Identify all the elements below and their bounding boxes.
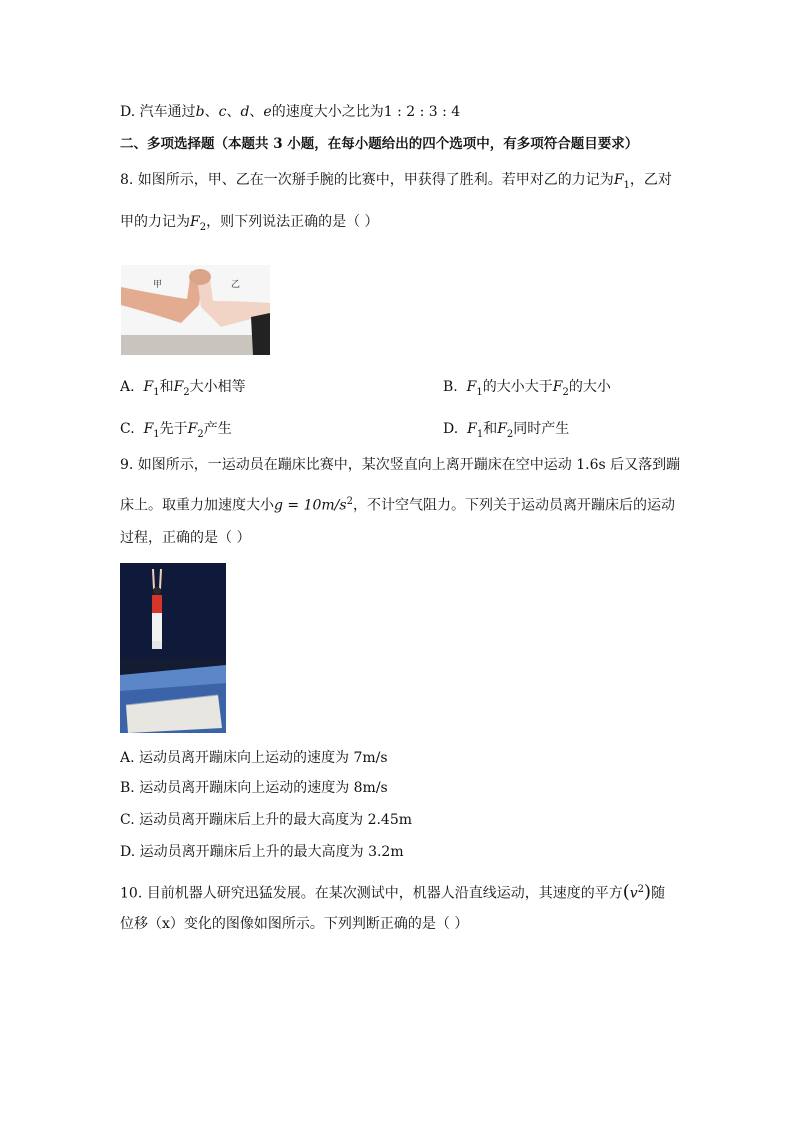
arm-wrestling-figure [121, 265, 270, 355]
q9-stem-line1: 9. 如图所示，一运动员在蹦床比赛中，某次竖直向上离开蹦床在空中运动 1.6s 后又落到蹦 [120, 457, 681, 473]
q9-option-a: A. 运动员离开蹦床向上运动的速度为 7m/s [120, 750, 388, 766]
section-header: 二、多项选择题（本题共 3 小题，在每小题给出的四个选项中，有多项符合题目要求） [120, 136, 639, 152]
q8-option-a: A. $F_1$和$F_2$大小相等 [120, 379, 246, 398]
q8-stem-line2: 甲的力记为$F_2$，则下列说法正确的是（ ） [120, 214, 379, 233]
q8-option-c: C. $F_1$先于$F_2$产生 [120, 421, 232, 440]
q9-option-c: C. 运动员离开蹦床后上升的最大高度为 2.45m [120, 812, 413, 828]
q9-option-d: D. 运动员离开蹦床后上升的最大高度为 3.2m [120, 844, 404, 860]
q9-option-b: B. 运动员离开蹦床向上运动的速度为 8m/s [120, 780, 388, 796]
q8-stem-line1: 8. 如图所示，甲、乙在一次掰手腕的比赛中，甲获得了胜利。若甲对乙的力记为$F_1$，乙对 [120, 172, 672, 191]
q10-stem-line2: 位移（x）变化的图像如图所示。下列判断正确的是（ ） [120, 916, 469, 932]
q7-option-d: D. 汽车通过b、c、d、e的速度大小之比为1 : 2 : 3 : 4 [120, 104, 461, 120]
figure-label-yi: 乙 [231, 280, 241, 290]
figure-label-jia: 甲 [153, 280, 163, 290]
q9-stem-line2: 床上。取重力加速度大小$g = 10m/s^2$，不计空气阻力。下列关于运动员离开蹦床后的运动 [120, 496, 675, 514]
q8-option-b: B. $F_1$的大小大于$F_2$的大小 [443, 379, 611, 398]
q10-stem-line1: 10. 目前机器人研究迅猛发展。在某次测试中，机器人沿直线运动，其速度的平方$(v^2)$随 [120, 881, 666, 903]
q8-option-d: D. $F_1$和$F_2$同时产生 [443, 421, 570, 440]
trampoline-image [120, 563, 226, 733]
q9-stem-line3: 过程，正确的是（ ） [120, 530, 251, 546]
trampoline-figure [120, 563, 226, 733]
arm-wrestling-image [121, 265, 270, 355]
